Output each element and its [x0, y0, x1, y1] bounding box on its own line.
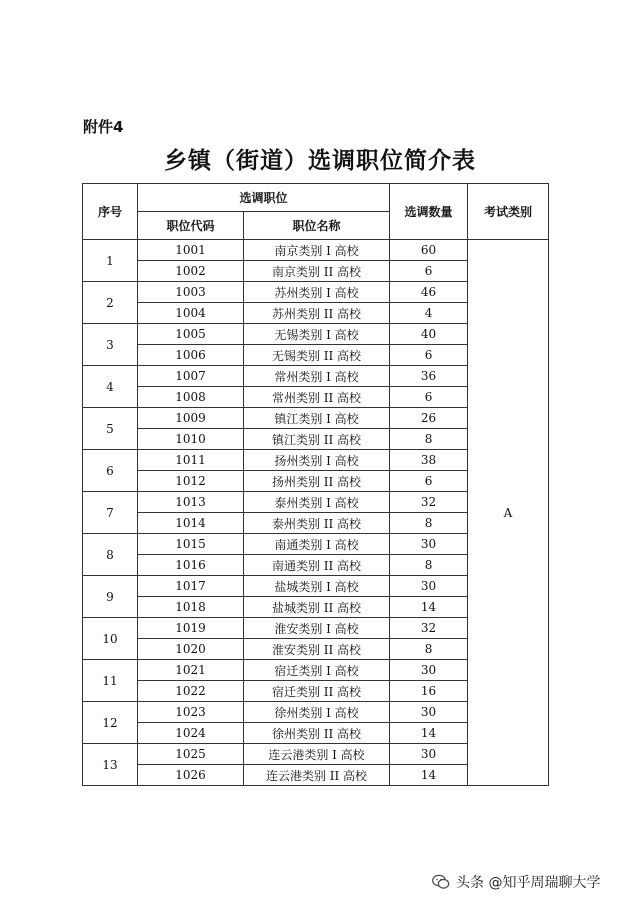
code-cell: 1022 — [138, 681, 244, 702]
code-cell: 1005 — [138, 324, 244, 345]
name-cell: 泰州类别 I 高校 — [244, 492, 390, 513]
code-cell: 1007 — [138, 366, 244, 387]
code-cell: 1019 — [138, 618, 244, 639]
header-quota: 选调数量 — [390, 184, 468, 240]
header-code: 职位代码 — [138, 212, 244, 240]
code-cell: 1013 — [138, 492, 244, 513]
code-cell: 1014 — [138, 513, 244, 534]
header-exam-type: 考试类别 — [468, 184, 549, 240]
quota-cell: 16 — [390, 681, 468, 702]
quota-cell: 32 — [390, 618, 468, 639]
seq-cell: 13 — [83, 744, 138, 786]
table-row — [83, 240, 549, 261]
code-cell: 1015 — [138, 534, 244, 555]
code-cell: 1011 — [138, 450, 244, 471]
name-cell: 镇江类别 II 高校 — [244, 429, 390, 450]
seq-cell: 9 — [83, 576, 138, 618]
name-cell: 常州类别 II 高校 — [244, 387, 390, 408]
name-cell: 南通类别 I 高校 — [244, 534, 390, 555]
seq-cell: 11 — [83, 660, 138, 702]
quota-cell: 8 — [390, 639, 468, 660]
watermark-text: 头条 @知乎周瑞聊大学 — [456, 875, 601, 891]
name-cell: 连云港类别 II 高校 — [244, 765, 390, 786]
code-cell: 1012 — [138, 471, 244, 492]
exam-type-cell: A — [468, 240, 549, 786]
quota-cell: 36 — [390, 366, 468, 387]
seq-cell: 2 — [83, 282, 138, 324]
quota-cell: 14 — [390, 723, 468, 744]
name-cell: 淮安类别 I 高校 — [244, 618, 390, 639]
quota-cell: 8 — [390, 429, 468, 450]
quota-cell: 30 — [390, 576, 468, 597]
quota-cell: 40 — [390, 324, 468, 345]
name-cell: 南京类别 II 高校 — [244, 261, 390, 282]
positions-table — [82, 183, 549, 786]
code-cell: 1001 — [138, 240, 244, 261]
quota-cell: 4 — [390, 303, 468, 324]
name-cell: 苏州类别 I 高校 — [244, 282, 390, 303]
seq-cell: 12 — [83, 702, 138, 744]
quota-cell: 14 — [390, 597, 468, 618]
code-cell: 1010 — [138, 429, 244, 450]
name-cell: 扬州类别 II 高校 — [244, 471, 390, 492]
name-cell: 盐城类别 II 高校 — [244, 597, 390, 618]
quota-cell: 26 — [390, 408, 468, 429]
seq-cell: 7 — [83, 492, 138, 534]
code-cell: 1002 — [138, 261, 244, 282]
page-title: 乡镇（街道）选调职位简介表 — [164, 147, 476, 174]
code-cell: 1018 — [138, 597, 244, 618]
header-name: 职位名称 — [244, 212, 390, 240]
code-cell: 1020 — [138, 639, 244, 660]
quota-cell: 8 — [390, 555, 468, 576]
quota-cell: 30 — [390, 534, 468, 555]
code-cell: 1006 — [138, 345, 244, 366]
quota-cell: 38 — [390, 450, 468, 471]
name-cell: 盐城类别 I 高校 — [244, 576, 390, 597]
name-cell: 苏州类别 II 高校 — [244, 303, 390, 324]
quota-cell: 30 — [390, 660, 468, 681]
seq-cell: 6 — [83, 450, 138, 492]
seq-cell: 4 — [83, 366, 138, 408]
name-cell: 徐州类别 II 高校 — [244, 723, 390, 744]
watermark — [432, 872, 600, 892]
code-cell: 1025 — [138, 744, 244, 765]
quota-cell: 8 — [390, 513, 468, 534]
name-cell: 镇江类别 I 高校 — [244, 408, 390, 429]
wechat-icon — [432, 874, 450, 890]
seq-cell: 3 — [83, 324, 138, 366]
header-position-group: 选调职位 — [138, 184, 390, 212]
header-row — [83, 184, 549, 212]
code-cell: 1004 — [138, 303, 244, 324]
name-cell: 常州类别 I 高校 — [244, 366, 390, 387]
quota-cell: 14 — [390, 765, 468, 786]
code-cell: 1003 — [138, 282, 244, 303]
name-cell: 宿迁类别 I 高校 — [244, 660, 390, 681]
name-cell: 宿迁类别 II 高校 — [244, 681, 390, 702]
table-body — [83, 240, 549, 786]
quota-cell: 6 — [390, 387, 468, 408]
quota-cell: 6 — [390, 471, 468, 492]
quota-cell: 30 — [390, 744, 468, 765]
code-cell: 1024 — [138, 723, 244, 744]
code-cell: 1021 — [138, 660, 244, 681]
name-cell: 无锡类别 II 高校 — [244, 345, 390, 366]
seq-cell: 10 — [83, 618, 138, 660]
name-cell: 无锡类别 I 高校 — [244, 324, 390, 345]
seq-cell: 1 — [83, 240, 138, 282]
seq-cell: 8 — [83, 534, 138, 576]
attachment-label: 附件4 — [83, 118, 124, 136]
code-cell: 1017 — [138, 576, 244, 597]
name-cell: 泰州类别 II 高校 — [244, 513, 390, 534]
name-cell: 南通类别 II 高校 — [244, 555, 390, 576]
code-cell: 1008 — [138, 387, 244, 408]
name-cell: 连云港类别 I 高校 — [244, 744, 390, 765]
quota-cell: 6 — [390, 345, 468, 366]
name-cell: 淮安类别 II 高校 — [244, 639, 390, 660]
name-cell: 扬州类别 I 高校 — [244, 450, 390, 471]
quota-cell: 6 — [390, 261, 468, 282]
seq-cell: 5 — [83, 408, 138, 450]
quota-cell: 60 — [390, 240, 468, 261]
code-cell: 1026 — [138, 765, 244, 786]
quota-cell: 32 — [390, 492, 468, 513]
code-cell: 1009 — [138, 408, 244, 429]
header-seq: 序号 — [83, 184, 138, 240]
code-cell: 1016 — [138, 555, 244, 576]
quota-cell: 30 — [390, 702, 468, 723]
code-cell: 1023 — [138, 702, 244, 723]
name-cell: 徐州类别 I 高校 — [244, 702, 390, 723]
quota-cell: 46 — [390, 282, 468, 303]
name-cell: 南京类别 I 高校 — [244, 240, 390, 261]
